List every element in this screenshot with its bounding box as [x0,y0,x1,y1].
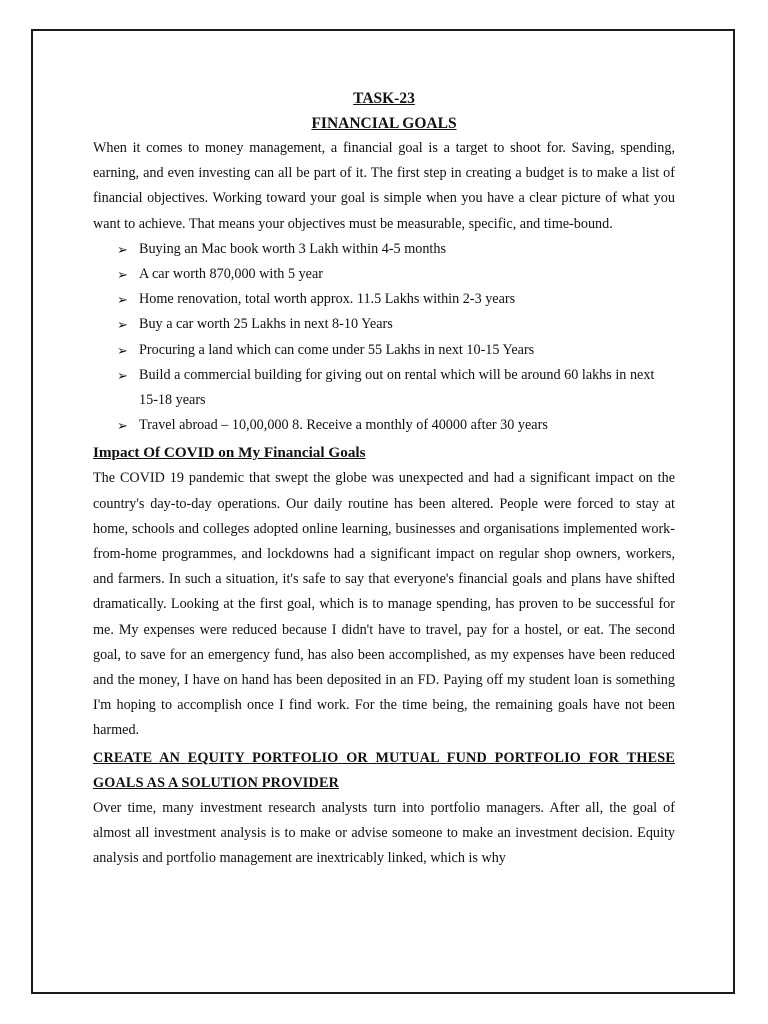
goal-text: Build a commercial building for giving out on rental which will be around 60 lakhs in next 15-18 years [139,366,655,409]
arrow-bullet-icon: ➢ [117,267,128,283]
goal-text: Travel abroad – 10,00,000 8. Receive a monthly of 40000 after 30 years [139,417,548,434]
list-item [117,338,675,363]
list-item [117,287,675,312]
task-title: TASK-23 [353,90,415,107]
list-item [117,312,675,337]
arrow-bullet-icon: ➢ [117,418,128,434]
goal-text: Procuring a land which can come under 55 Lakhs in next 10-15 Years [139,341,535,358]
impact-heading: Impact Of COVID on My Financial Goals [93,444,366,462]
list-item [117,413,675,438]
section-title: FINANCIAL GOALS [311,115,457,132]
list-item [117,237,675,262]
goal-text: Buy a car worth 25 Lakhs in next 8-10 Years [139,316,393,333]
goal-text: Home renovation, total worth approx. 11.5 Lakhs within 2-3 years [139,291,516,308]
portfolio-heading: CREATE AN EQUITY PORTFOLIO OR MUTUAL FUND PORTFOLIO FOR THESE GOALS AS A SOLUTION PROVIDER [93,749,675,791]
portfolio-paragraph: Over time, many investment research analysts turn into portfolio managers. After all, the goal of almost all investment analysis is to make or advise someone to make an investment decision. Equity analysis and portfolio management are inextricably linked, which is why [93,799,675,867]
arrow-bullet-icon: ➢ [117,342,128,358]
arrow-bullet-icon: ➢ [117,317,128,333]
document-body [93,86,675,871]
arrow-bullet-icon: ➢ [117,367,128,383]
arrow-bullet-icon: ➢ [117,292,128,308]
intro-paragraph: When it comes to money management, a financial goal is a target to shoot for. Saving, spending, earning, and even investing can all be part of it. The first step in creating a budget is to make a list of financial objectives. Working toward your goal is simple when you have a clear picture of what you want to achieve. That means your objectives must be measurable, specific, and time-bound. [93,140,675,232]
list-item [117,262,675,287]
list-item [117,363,675,413]
goal-text: A car worth 870,000 with 5 year [139,266,324,283]
arrow-bullet-icon: ➢ [117,241,128,257]
goals-list [93,237,675,439]
goal-text: Buying an Mac book worth 3 Lakh within 4-5 months [139,240,446,257]
impact-paragraph: The COVID 19 pandemic that swept the globe was unexpected and had a significant impact on the country's day-to-day operations. Our daily routine has been altered. People were forced to stay at home, schools and colleges adopted online learning, businesses and organisations implemented work-from-home programmes, and lockdowns had a significant impact on regular shop owners, workers, and farmers. In such a situation, it's safe to say that everyone's financial goals and plans have shifted dramatically. Looking at the first goal, which is to manage spending, has proven to be successful for me. My expenses were reduced because I didn't have to travel, pay for a hostel, or eat. The second goal, to save for an emergency fund, has also been accomplished, as my expenses have been reduced and the money, I have on hand has been deposited in an FD. Paying off my student loan is something I'm hoping to accomplish once I find work. For the time being, the remaining goals have not been harmed. [93,470,675,739]
